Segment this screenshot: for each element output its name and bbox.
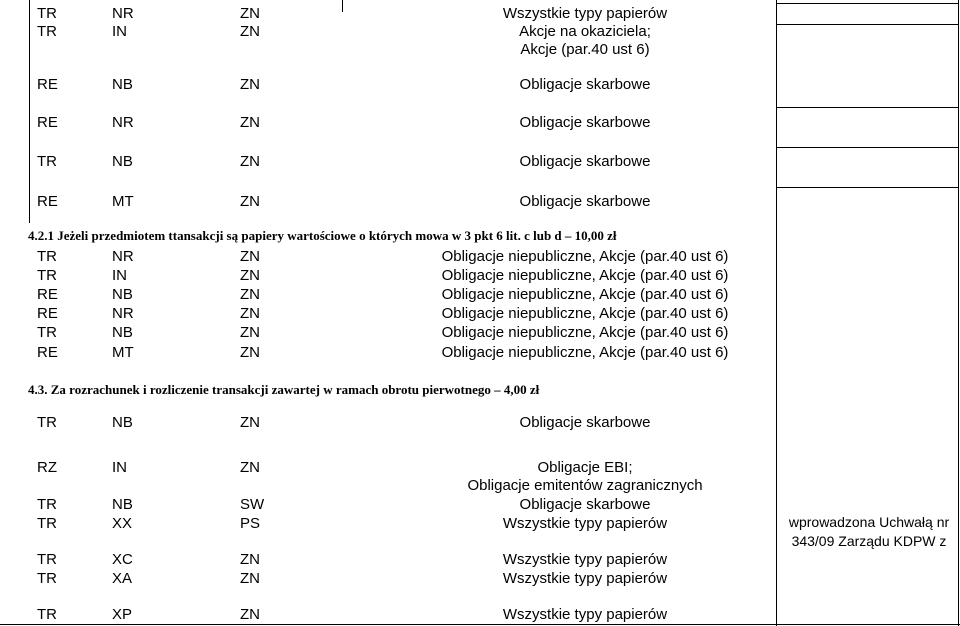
row-divider — [776, 107, 959, 108]
cell-papers: Wszystkie typy papierów — [502, 5, 668, 22]
cell-type: RZ — [37, 459, 57, 476]
note-line: wprowadzona Uchwałą nr — [788, 514, 950, 530]
cell-type: RE — [37, 344, 58, 361]
cell-papers: Wszystkie typy papierów — [502, 606, 668, 623]
cell-kind: ZN — [240, 344, 260, 361]
row-divider — [776, 24, 959, 25]
cell-code: NR — [112, 114, 134, 131]
cell-papers: Wszystkie typy papierów — [502, 570, 668, 587]
cell-papers: Obligacje EBI; Obligacje emitentów zagranicznych — [467, 459, 703, 494]
col-divider — [776, 0, 777, 626]
cell-type: TR — [37, 570, 57, 587]
cell-papers: Obligacje skarbowe — [519, 414, 651, 431]
cell-type: RE — [37, 114, 58, 131]
cell-kind: ZN — [240, 324, 260, 341]
cell-papers: Obligacje skarbowe — [519, 153, 651, 170]
cell-code: NR — [112, 305, 134, 322]
cell-type: RE — [37, 305, 58, 322]
cell-papers: Obligacje skarbowe — [519, 76, 651, 93]
cell-code: NR — [112, 5, 134, 22]
cell-type: TR — [37, 551, 57, 568]
cell-code: NB — [112, 76, 133, 93]
cell-kind: ZN — [240, 570, 260, 587]
cell-code: NB — [112, 496, 133, 513]
cell-kind: ZN — [240, 76, 260, 93]
row-divider — [0, 624, 960, 625]
cell-kind: ZN — [240, 286, 260, 303]
cell-kind: ZN — [240, 193, 260, 210]
cell-code: XX — [112, 515, 133, 532]
cell-kind: ZN — [240, 606, 260, 623]
cell-type: TR — [37, 5, 57, 22]
cell-papers: Obligacje niepubliczne, Akcje (par.40 ust 6) — [441, 305, 729, 322]
cell-code: XA — [112, 570, 133, 587]
cell-papers: Obligacje skarbowe — [519, 193, 651, 210]
cell-code: XP — [112, 606, 133, 623]
cell-code: MT — [112, 193, 134, 210]
cell-kind: ZN — [240, 267, 260, 284]
cell-kind: SW — [240, 496, 265, 513]
cell-kind: ZN — [240, 248, 260, 265]
cell-type: RE — [37, 286, 58, 303]
row-divider — [776, 3, 959, 4]
section-heading: 4.3. Za rozrachunek i rozliczenie transakcji zawartej w ramach obrotu pierwotnego – 4,00 zł — [28, 382, 540, 397]
cell-code: IN — [112, 459, 127, 476]
cell-type: RE — [37, 193, 58, 210]
cell-code: XC — [112, 551, 133, 568]
cell-papers: Akcje na okaziciela; Akcje (par.40 ust 6) — [519, 23, 651, 58]
cell-code: MT — [112, 344, 134, 361]
cell-type: TR — [37, 23, 57, 40]
cell-code: NB — [112, 153, 133, 170]
cell-papers: Wszystkie typy papierów — [502, 551, 668, 568]
cell-type: TR — [37, 414, 57, 431]
cell-code: NB — [112, 286, 133, 303]
cell-type: RE — [37, 76, 58, 93]
row-divider — [776, 147, 959, 148]
cell-code: IN — [112, 267, 127, 284]
amendment-note — [779, 513, 959, 551]
cell-type: TR — [37, 267, 57, 284]
section-heading: 4.2.1 Jeżeli przedmiotem ttansakcji są papiery wartościowe o których mowa w 3 pkt 6 lit. c lub d – 10,00 zł — [28, 228, 617, 243]
cell-type: TR — [37, 496, 57, 513]
note-line: 343/09 Zarządu KDPW z — [791, 533, 947, 549]
cell-type: TR — [37, 248, 57, 265]
cell-kind: ZN — [240, 414, 260, 431]
row-divider — [776, 187, 959, 188]
cell-papers: Obligacje niepubliczne, Akcje (par.40 ust 6) — [441, 344, 729, 361]
cell-kind: ZN — [240, 114, 260, 131]
cell-papers: Obligacje niepubliczne, Akcje (par.40 ust 6) — [441, 267, 729, 284]
cell-type: TR — [37, 606, 57, 623]
cell-code: NB — [112, 414, 133, 431]
cell-kind: PS — [240, 515, 261, 532]
cell-kind: ZN — [240, 459, 260, 476]
cell-code: IN — [112, 23, 127, 40]
cell-papers: Obligacje niepubliczne, Akcje (par.40 ust 6) — [441, 248, 729, 265]
col-divider — [342, 0, 343, 12]
cell-papers: Obligacje skarbowe — [519, 496, 651, 513]
cell-type: TR — [37, 324, 57, 341]
cell-code: NR — [112, 248, 134, 265]
cell-papers: Obligacje niepubliczne, Akcje (par.40 ust 6) — [441, 324, 729, 341]
cell-papers: Obligacje skarbowe — [519, 114, 651, 131]
cell-kind: ZN — [240, 305, 260, 322]
cell-kind: ZN — [240, 5, 260, 22]
cell-kind: ZN — [240, 23, 260, 40]
cell-papers: Obligacje niepubliczne, Akcje (par.40 ust 6) — [441, 286, 729, 303]
cell-kind: ZN — [240, 153, 260, 170]
cell-kind: ZN — [240, 551, 260, 568]
cell-type: TR — [37, 153, 57, 170]
col-divider-left — [29, 0, 30, 223]
cell-type: TR — [37, 515, 57, 532]
cell-papers: Wszystkie typy papierów — [502, 515, 668, 532]
cell-code: NB — [112, 324, 133, 341]
